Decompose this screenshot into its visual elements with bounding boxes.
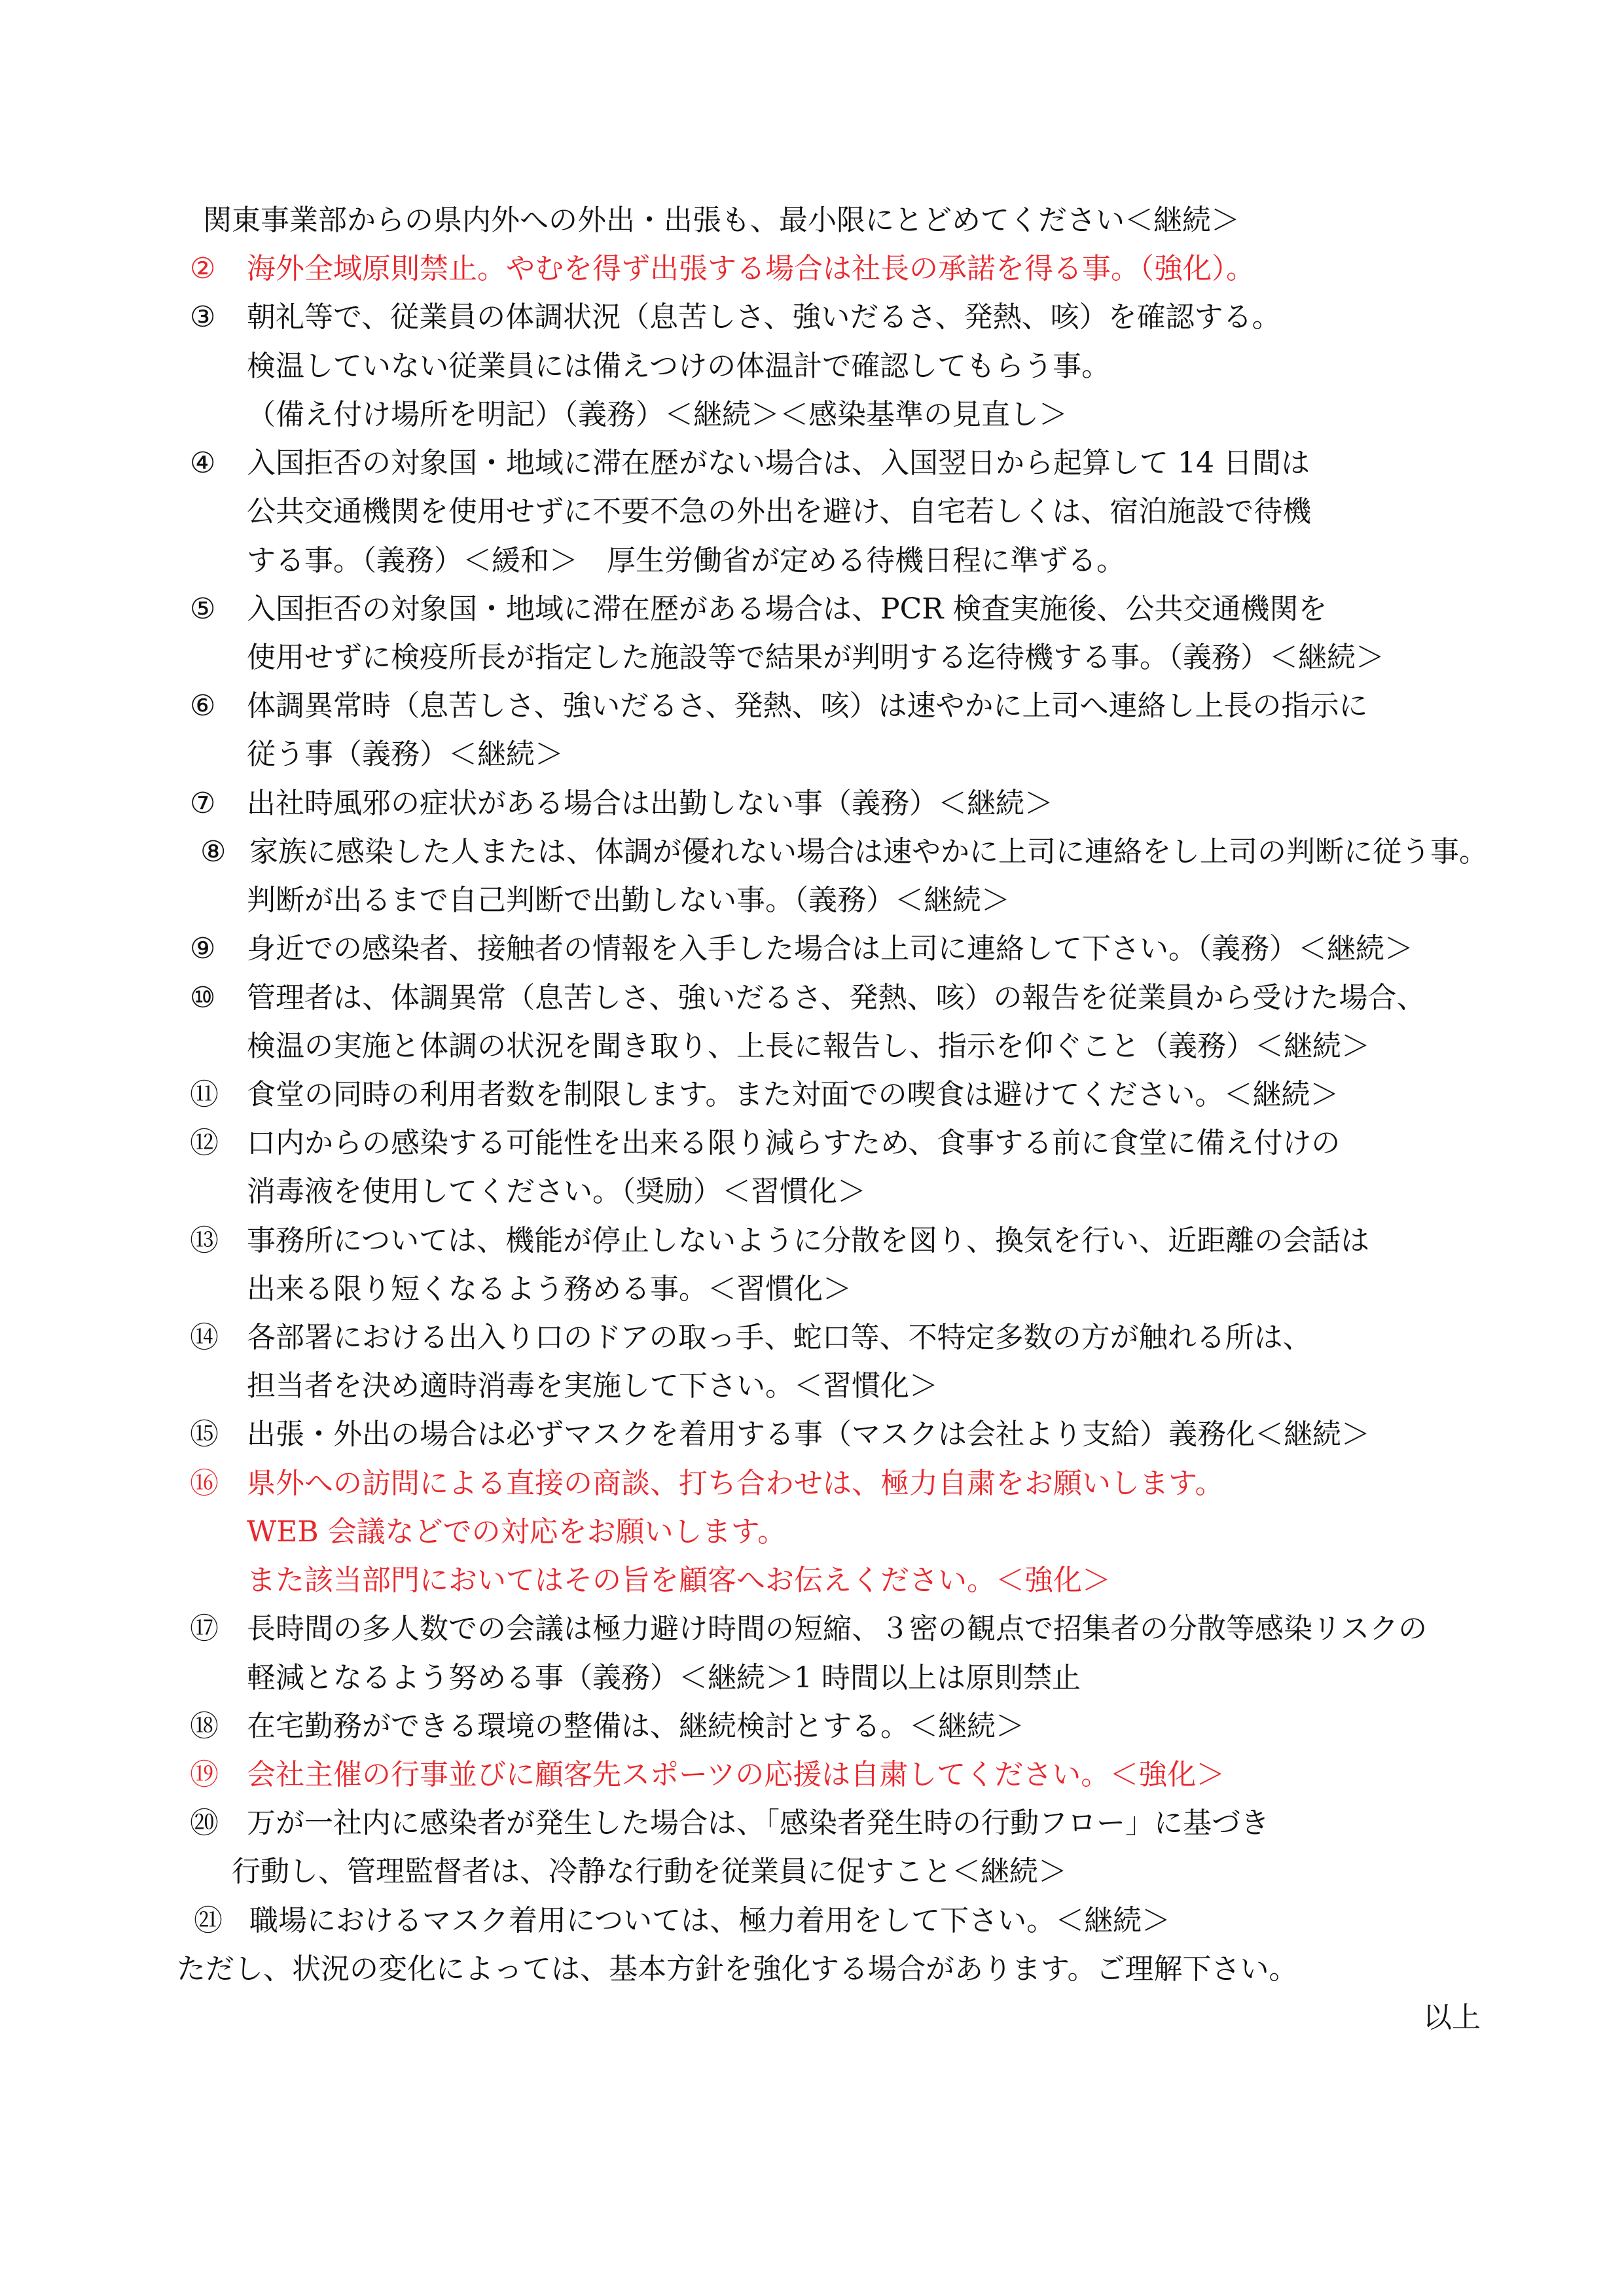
item-number: ② [190,252,216,286]
item-text: 体調異常時（息苦しさ、強いだるさ、発熱、咳）は速やかに上司へ連絡し上長の指示に [247,689,1368,723]
item-text: 家族に感染した人または、体調が優れない場合は速やかに上司に連絡をし上司の判断に従う事。 [249,834,1488,869]
item-text: （備え付け場所を明記）（義務）＜継続＞＜感染基準の見直し＞ [247,397,1068,431]
list-item [0,1071,1624,1119]
item-line [0,925,1624,973]
item-line [0,1799,1624,1848]
item-line [0,1897,1624,1945]
item-line [0,1314,1624,1362]
item-text: 口内からの感染する可能性を出来る限り減らすため、食事する前に食堂に備え付けの [247,1126,1341,1160]
item-number: ③ [190,300,216,334]
item-text: 管理者は、体調異常（息苦しさ、強いだるさ、発熱、咳）の報告を従業員から受けた場合、 [247,980,1426,1014]
item-text: 長時間の多人数での会議は極力避け時間の短縮、３密の観点で招集者の分散等感染リスクの [247,1612,1428,1646]
item-text: 海外全域原則禁止。やむを得ず出張する場合は社長の承諾を得る事。（強化）。 [247,252,1255,286]
item-text: WEB 会議などでの対応をお願いします。 [247,1515,787,1549]
item-text: 入国拒否の対象国・地域に滞在歴がある場合は、PCR 検査実施後、公共交通機関を [247,592,1327,626]
item-line [0,342,1624,391]
item-line [0,1556,1624,1605]
list-item [0,293,1624,439]
item-text: 在宅勤務ができる環境の整備は、継続検討とする。＜継続＞ [247,1709,1024,1743]
item-text: 食堂の同時の利用者数を制限します。また対面での喫食は避けてください。＜継続＞ [247,1077,1339,1111]
list-item [0,1702,1624,1751]
item-line [0,1362,1624,1410]
item-line [0,245,1624,293]
item-line [0,537,1624,585]
item-number: ⑦ [190,786,216,820]
item-text: 検温の実施と体調の状況を聞き取り、上長に報告し、指示を仰ぐこと（義務）＜継続＞ [247,1029,1370,1063]
item-text: 事務所については、機能が停止しないように分散を図り、換気を行い、近距離の会話は [247,1223,1370,1257]
item-line [0,293,1624,342]
list-item [0,682,1624,779]
closing-line [0,1945,1624,1994]
item-number: ⑧ [200,834,226,869]
item-number: ⑪ [190,1077,219,1111]
item-text: 消毒液を使用してください。（奨励）＜習慣化＞ [247,1175,866,1209]
item-line [0,1168,1624,1216]
item-line [0,1460,1624,1508]
item-text: 入国拒否の対象国・地域に滞在歴がない場合は、入国翌日から起算して 14 日間は [247,446,1310,480]
item-text: する事。（義務）＜緩和＞ 厚生労働省が定める待機日程に準ずる。 [247,543,1125,577]
item-line [0,780,1624,828]
item-line [0,1702,1624,1751]
item-text: 出張・外出の場合は必ずマスクを着用する事（マスクは会社より支給）義務化＜継続＞ [247,1418,1370,1452]
end-mark-line [0,1994,1624,2042]
item-text: 公共交通機関を使用せずに不要不急の外出を避け、自宅若しくは、宿泊施設で待機 [247,495,1312,529]
item-line [0,1022,1624,1071]
item-line [0,1265,1624,1314]
item-text: 出社時風邪の症状がある場合は出勤しない事（義務）＜継続＞ [247,786,1053,820]
item-line [0,1508,1624,1556]
item-text: 身近での感染者、接触者の情報を入手した場合は上司に連絡して下さい。（義務）＜継続＞ [247,932,1413,966]
item-number: ⑥ [190,689,216,723]
item-line [0,828,1624,876]
item-line [0,876,1624,925]
list-item [0,1799,1624,1896]
item-text: 会社主催の行事並びに顧客先スポーツの応援は自粛してください。＜強化＞ [247,1758,1225,1791]
item-number: ⑭ [190,1321,219,1355]
intro-line [0,196,1624,245]
list-item [0,1751,1624,1799]
item-line [0,634,1624,682]
item-line [0,730,1624,779]
item-number: ⑨ [190,932,216,966]
item-line [0,1217,1624,1265]
item-line [0,682,1624,730]
end-mark: 以上 [1423,2001,1481,2035]
item-text: 従う事（義務）＜継続＞ [247,738,564,772]
list-item [0,245,1624,293]
list-item [0,585,1624,682]
list-item [0,439,1624,585]
item-line [0,585,1624,634]
item-text: 行動し、管理監督者は、冷静な行動を従業員に促すこと＜継続＞ [232,1855,1067,1889]
item-line [0,1119,1624,1168]
list-item [0,1605,1624,1702]
list-item [0,828,1624,925]
item-line [0,1848,1624,1896]
item-text: 軽減となるよう努める事（義務）＜継続＞1 時間以上は原則禁止 [247,1660,1081,1695]
item-number: ⑮ [190,1418,219,1452]
item-text: 職場におけるマスク着用については、極力着用をして下さい。＜継続＞ [249,1903,1171,1937]
item-text: 判断が出るまで自己判断で出勤しない事。（義務）＜継続＞ [247,884,1010,918]
item-text: 担当者を決め適時消毒を実施して下さい。＜習慣化＞ [247,1369,938,1403]
document-body [0,196,1624,2042]
list-item [0,1217,1624,1314]
item-line [0,974,1624,1022]
item-number: ⑰ [190,1612,219,1646]
item-text: 検温していない従業員には備えつけの体温計で確認してもらう事。 [247,349,1111,383]
list-item [0,1410,1624,1459]
list-item [0,780,1624,828]
item-line [0,1751,1624,1799]
item-text: 出来る限り短くなるよう務める事。＜習慣化＞ [247,1272,852,1306]
item-number: ⑱ [190,1709,219,1743]
item-line [0,488,1624,536]
item-number: ⑲ [190,1758,219,1791]
item-text: また該当部門においてはその旨を顧客へお伝えください。＜強化＞ [247,1564,1111,1598]
item-number: ⑫ [190,1126,219,1160]
item-line [0,1410,1624,1459]
item-number: ⑩ [190,980,216,1014]
item-number: ㉑ [194,1903,223,1937]
item-number: ④ [190,446,216,480]
list-item [0,1119,1624,1216]
item-text: 万が一社内に感染者が発生した場合は、「感染者発生時の行動フロー」に基づき [247,1806,1269,1840]
list-item [0,1897,1624,1945]
list-item [0,974,1624,1071]
item-line [0,1654,1624,1702]
item-text: 各部署における出入り口のドアの取っ手、蛇口等、不特定多数の方が触れる所は、 [247,1321,1312,1355]
item-text: 県外への訪問による直接の商談、打ち合わせは、極力自粛をお願いします。 [247,1466,1224,1500]
item-line [0,1605,1624,1653]
item-number: ⑳ [190,1806,219,1840]
item-line [0,439,1624,488]
item-text: 朝礼等で、従業員の体調状況（息苦しさ、強いだるさ、発熱、咳）を確認する。 [247,300,1281,334]
list-item [0,1460,1624,1605]
list-item [0,1314,1624,1410]
item-line [0,1071,1624,1119]
item-text: 使用せずに検疫所長が指定した施設等で結果が判明する迄待機する事。（義務）＜継続＞ [247,640,1384,674]
intro-text: 関東事業部からの県内外への外出・出張も、最小限にとどめてください＜継続＞ [203,204,1240,237]
list-item [0,925,1624,973]
item-number: ⑯ [190,1466,219,1500]
item-line [0,391,1624,439]
item-number: ⑤ [190,592,216,626]
item-number: ⑬ [190,1223,219,1257]
closing-text: ただし、状況の変化によっては、基本方針を強化する場合があります。ご理解下さい。 [177,1952,1298,1986]
